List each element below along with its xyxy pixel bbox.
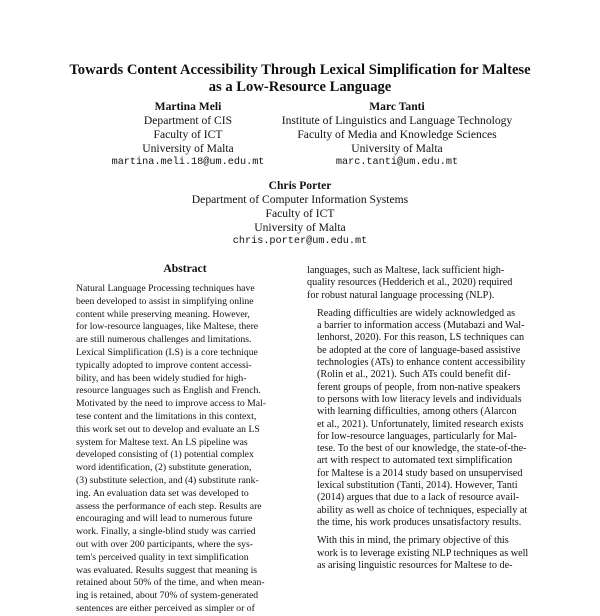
abstract-line: developed consisting of (1) potential complex: [76, 449, 254, 461]
body-line: be adopted at the core of language-based assistive: [317, 344, 521, 356]
body-line: lenhorst, 2020). For this reason, LS techniques can: [317, 332, 525, 344]
author-affiliation: University of Malta: [254, 221, 346, 234]
abstract-line: out with over 200 participants, where the sys-: [76, 538, 254, 550]
abstract-line: Motivated by the need to improve access to Mal-: [76, 398, 266, 410]
abstract-line: assess the performance of each step. Results are: [76, 500, 262, 512]
author-affiliation: University of Malta: [142, 142, 234, 155]
abstract-line: this work set out to develop and evaluate an LS: [76, 423, 260, 435]
author-email[interactable]: chris.porter@um.edu.mt: [232, 236, 368, 247]
author-affiliation: Institute of Linguistics and Language Technology: [281, 114, 513, 127]
author-affiliation: University of Malta: [351, 142, 443, 155]
author-affiliation: Faculty of ICT: [265, 207, 335, 220]
abstract-line: sentences are either perceived as simpler or of: [76, 602, 255, 614]
body-paragraph: [307, 265, 528, 302]
author-block-tanti: [270, 100, 524, 170]
body-line: et al., 2021). Unfortunately, limited research exists: [317, 418, 524, 430]
body-line: Reading difficulties are widely acknowledged as: [317, 307, 516, 319]
abstract-line: Lexical Simplification (LS) is a core technique: [76, 346, 258, 358]
body-line: (2014) argues that due to a lack of resource avail-: [317, 492, 520, 504]
body-line: for low-resource languages, particularly for Mal-: [317, 430, 517, 442]
body-line: as arising linguistic resources for Maltese to de-: [317, 559, 513, 571]
body-line: With this in mind, the primary objective of this: [317, 535, 509, 547]
abstract-line: resource languages such as English and French.: [76, 385, 261, 397]
author-block-porter: [150, 179, 450, 249]
abstract-line: content while preserving meaning. However,: [76, 308, 250, 320]
author-block-meli: [108, 100, 268, 170]
author-email[interactable]: martina.meli.18@um.edu.mt: [111, 157, 265, 168]
body-line: work is to leverage existing NLP techniques as well: [317, 547, 529, 559]
abstract-line: (3) substitute selection, and (4) substitute rank-: [76, 474, 259, 486]
abstract-line: word identification, (2) substitute generation,: [76, 462, 252, 474]
abstract-line: bility, and has been widely studied for high-: [76, 372, 247, 384]
intro-body-text: [307, 265, 528, 578]
abstract-body: [76, 283, 286, 616]
abstract-line: typically adopted to improve content accessi-: [76, 359, 252, 371]
title-line-2: as a Low-Resource Language: [208, 79, 392, 95]
author-name: Martina Meli: [154, 100, 222, 113]
body-line: quality resources (Hedderich et al., 2020) required: [307, 277, 513, 289]
body-line: ability as well as choice of techniques, especially at: [317, 504, 528, 516]
body-line: technologies (ATs) to enhance content accessibility: [317, 357, 526, 369]
abstract-line: tem's perceived quality in text simplification: [76, 551, 249, 563]
body-line: with learning difficulties, among others (Alarcon: [317, 406, 517, 418]
body-line: ferent groups of people, from non-native speakers: [317, 381, 521, 393]
body-line: a barrier to information access (Mutabazi and Wal-: [317, 320, 525, 332]
abstract-line: retained about 50% of the time, and when mean-: [76, 577, 265, 589]
author-email[interactable]: marc.tanti@um.edu.mt: [335, 157, 459, 168]
abstract-line: are still numerous challenges and limitations.: [76, 334, 252, 346]
abstract-line: encouraging and will lead to numerous future: [76, 513, 253, 525]
author-affiliation: Faculty of ICT: [153, 128, 223, 141]
abstract-line: work. Finally, a single-blind study was carried: [76, 526, 256, 538]
abstract-heading: Abstract: [163, 262, 207, 275]
abstract-line: ing. An evaluation data set was developed to: [76, 487, 249, 499]
body-line: (Rolin et al., 2021). Such ATs could benefit dif-: [317, 369, 511, 381]
abstract-line: ing is retained, about 70% of system-generated: [76, 590, 259, 602]
abstract-line: was evaluated. Results suggest that meaning is: [76, 564, 258, 576]
body-paragraph: [307, 535, 528, 572]
abstract-line: tese content and the limitations in this context,: [76, 410, 257, 422]
author-name: Marc Tanti: [369, 100, 425, 113]
author-affiliation: Department of Computer Information Systems: [191, 193, 409, 206]
body-line: tese. To the best of our knowledge, the state-of-the-: [317, 443, 527, 455]
body-paragraph: [307, 308, 528, 529]
body-line: the time, his work produces unsatisfactory results.: [317, 516, 522, 528]
abstract-line: Natural Language Processing techniques have: [76, 283, 255, 294]
body-line: art with respect to automated text simplification: [317, 455, 513, 467]
body-line: for Maltese is a 2014 study based on unsupervised: [317, 467, 523, 479]
title-line-1: Towards Content Accessibility Through Lexical Simplification for Maltese: [69, 62, 531, 78]
author-name: Chris Porter: [268, 179, 332, 192]
body-line: languages, such as Maltese, lack sufficient high-: [307, 265, 505, 276]
body-line: for robust natural language processing (NLP).: [307, 289, 495, 301]
abstract-line: system for Maltese text. An LS pipeline was: [76, 436, 248, 448]
paper-title: [40, 62, 560, 96]
body-line: to persons with low literacy levels and individuals: [317, 393, 522, 405]
abstract-line: been developed to assist in simplifying online: [76, 295, 254, 307]
abstract-line: for low-resource languages, like Maltese, there: [76, 321, 259, 333]
author-affiliation: Department of CIS: [143, 114, 233, 127]
author-affiliation: Faculty of Media and Knowledge Sciences: [297, 128, 497, 141]
body-line: lexical substitution (Tanti, 2014). However, Tanti: [317, 480, 518, 492]
